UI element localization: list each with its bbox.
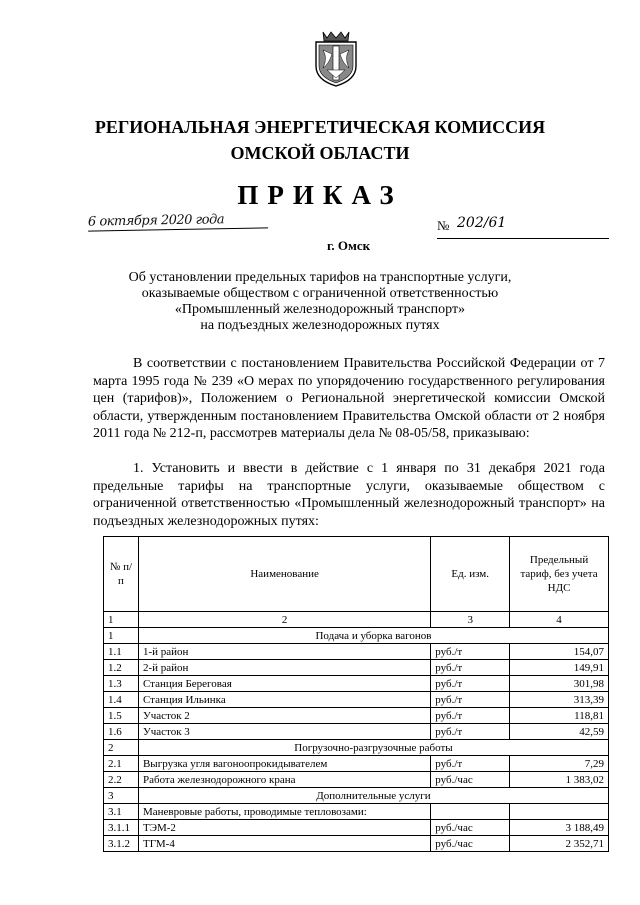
table-row xyxy=(104,724,609,740)
row-name: ТГМ-4 xyxy=(138,836,430,852)
body-paragraph-item1: 1. Установить и ввести в действие с 1 января по 31 декабря 2021 года предельные тарифы на транспортные услуги, оказываемые обществом с ограниченной ответственностью «Промышленный железнодорожный транспорт» на подъездных железнодорожных путях: xyxy=(93,461,605,529)
organization-name-line1: РЕГИОНАЛЬНАЯ ЭНЕРГЕТИЧЕСКАЯ КОМИССИЯ xyxy=(94,117,546,137)
row-value: 313,39 xyxy=(510,692,609,708)
row-num: 3.1 xyxy=(104,804,139,820)
row-num: 2.2 xyxy=(104,772,139,788)
row-value: 42,59 xyxy=(510,724,609,740)
row-value: 301,98 xyxy=(510,676,609,692)
table-row xyxy=(104,676,609,692)
subject-line: Об установлении предельных тарифов на транспортные услуги, xyxy=(128,270,512,285)
row-num: 2.1 xyxy=(104,756,139,772)
section-row xyxy=(104,628,609,644)
subject-line: на подъездных железнодорожных путях xyxy=(200,318,440,333)
table-row xyxy=(104,644,609,660)
row-name: Работа железнодорожного крана xyxy=(138,772,430,788)
row-value: 149,91 xyxy=(510,660,609,676)
section-num: 3 xyxy=(104,788,139,804)
row-unit: руб./т xyxy=(431,708,510,724)
subject-line: «Промышленный железнодорожный транспорт» xyxy=(174,302,466,317)
row-value xyxy=(510,804,609,820)
table-row xyxy=(104,772,609,788)
row-num: 1.6 xyxy=(104,724,139,740)
row-unit: руб./т xyxy=(431,724,510,740)
header-tariff: Предельный тариф, без учета НДС xyxy=(510,537,609,612)
city-label: г. Омск xyxy=(327,238,371,253)
column-index: 4 xyxy=(510,612,609,628)
row-value: 7,29 xyxy=(510,756,609,772)
table-row xyxy=(104,692,609,708)
row-num: 1.1 xyxy=(104,644,139,660)
row-name: 2-й район xyxy=(138,660,430,676)
row-value: 2 352,71 xyxy=(510,836,609,852)
row-unit: руб./т xyxy=(431,692,510,708)
subject-line: оказываемые обществом с ограниченной ответственностью xyxy=(141,286,499,301)
table-row xyxy=(104,804,609,820)
order-number-field xyxy=(437,215,609,239)
row-unit: руб./час xyxy=(431,772,510,788)
table-row xyxy=(104,708,609,724)
section-row xyxy=(104,740,609,756)
row-value: 118,81 xyxy=(510,708,609,724)
row-name: Участок 3 xyxy=(138,724,430,740)
row-name: Станция Ильинка xyxy=(138,692,430,708)
header-name: Наименование xyxy=(138,537,430,612)
row-value: 3 188,49 xyxy=(510,820,609,836)
order-subject xyxy=(100,270,540,334)
row-unit: руб./час xyxy=(431,820,510,836)
row-unit: руб./т xyxy=(431,660,510,676)
table-row xyxy=(104,836,609,852)
row-name: Участок 2 xyxy=(138,708,430,724)
row-num: 1.3 xyxy=(104,676,139,692)
document-type-title: ПРИКАЗ xyxy=(237,180,403,210)
omsk-coat-of-arms-emblem xyxy=(313,28,359,88)
handwritten-date: 6 октября 2020 года xyxy=(88,211,268,231)
row-num: 1.2 xyxy=(104,660,139,676)
row-num: 1.4 xyxy=(104,692,139,708)
row-num: 1.5 xyxy=(104,708,139,724)
section-title: Дополнительные услуги xyxy=(138,788,608,804)
row-name: 1-й район xyxy=(138,644,430,660)
column-index: 3 xyxy=(431,612,510,628)
header-unit: Ед. изм. xyxy=(431,537,510,612)
row-num: 3.1.2 xyxy=(104,836,139,852)
table-row xyxy=(104,660,609,676)
row-num: 3.1.1 xyxy=(104,820,139,836)
section-title: Погрузочно-разгрузочные работы xyxy=(138,740,608,756)
row-value: 1 383,02 xyxy=(510,772,609,788)
row-unit: руб./т xyxy=(431,644,510,660)
section-title: Подача и уборка вагонов xyxy=(138,628,608,644)
column-index: 1 xyxy=(104,612,139,628)
number-sign: № xyxy=(437,218,450,233)
body-paragraph-preamble: В соответствии с постановлением Правительства Российской Федерации от 7 марта 1995 года № 239 «О мерах по упорядочению государственного регулирования цен (тарифов)», Положением о Региональной энергетической комиссии Омской области, утвержденным постановлением Правительства Омской области от 2 ноября 2011 года № 212-п, рассмотрев материалы дела № 08-05/58, приказываю: xyxy=(93,356,605,441)
table-row xyxy=(104,820,609,836)
section-num: 1 xyxy=(104,628,139,644)
row-name: Выгрузка угля вагоноопрокидывателем xyxy=(138,756,430,772)
table-row xyxy=(104,756,609,772)
row-name: ТЭМ-2 xyxy=(138,820,430,836)
table-header-row xyxy=(104,537,609,612)
header-num: № п/п xyxy=(104,537,139,612)
row-value: 154,07 xyxy=(510,644,609,660)
row-name: Маневровые работы, проводимые тепловозами: xyxy=(138,804,430,820)
section-row xyxy=(104,788,609,804)
row-unit: руб./т xyxy=(431,676,510,692)
row-unit xyxy=(431,804,510,820)
row-name: Станция Береговая xyxy=(138,676,430,692)
column-index-row xyxy=(104,612,609,628)
tariff-table xyxy=(103,536,609,852)
section-num: 2 xyxy=(104,740,139,756)
row-unit: руб./час xyxy=(431,836,510,852)
organization-name-line2: ОМСКОЙ ОБЛАСТИ xyxy=(230,143,410,163)
handwritten-order-number: 202/61 xyxy=(457,215,507,231)
column-index: 2 xyxy=(138,612,430,628)
row-unit: руб./т xyxy=(431,756,510,772)
